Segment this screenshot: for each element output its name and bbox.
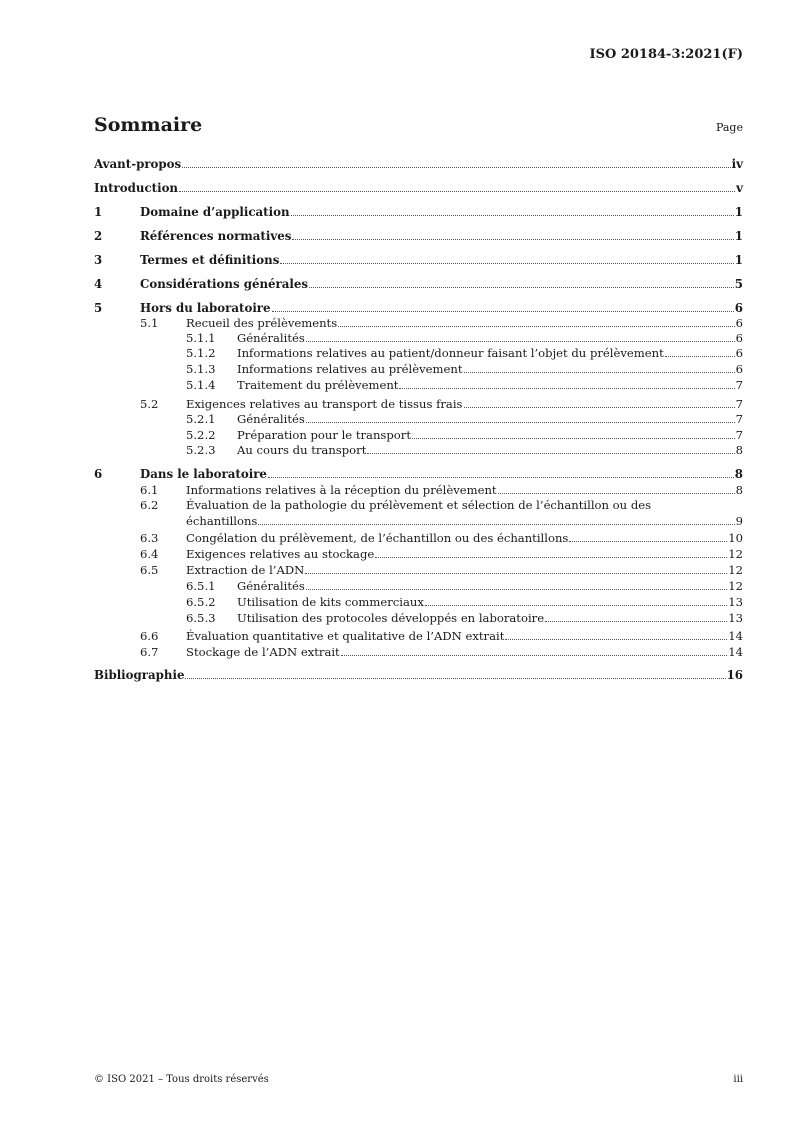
toc-entry-number: 5 bbox=[94, 301, 103, 315]
toc-leader-dots bbox=[412, 437, 735, 439]
toc-entry-title: Informations relatives au patient/donneur faisant l’objet du prélèvement bbox=[237, 346, 664, 360]
toc-entry[interactable] bbox=[94, 378, 743, 392]
toc-entry-title: Introduction bbox=[94, 181, 179, 195]
toc-entry-title: Dans le laboratoire bbox=[140, 467, 267, 481]
toc-entry-page: 10 bbox=[728, 531, 743, 545]
toc-entry-number: 6 bbox=[94, 467, 103, 481]
document-header: ISO 20184-3:2021(F) bbox=[589, 47, 743, 62]
toc-leader-dots bbox=[399, 387, 734, 389]
toc-entry-page: 12 bbox=[728, 579, 743, 593]
toc-entry[interactable] bbox=[94, 467, 743, 481]
toc-entry-title: Bibliographie bbox=[94, 668, 185, 682]
toc-leader-dots bbox=[309, 286, 734, 288]
toc-entry-page: 7 bbox=[735, 428, 743, 442]
toc-entry-title: Généralités bbox=[237, 331, 305, 345]
toc-entry-page: 8 bbox=[734, 467, 743, 481]
toc-entry[interactable] bbox=[94, 629, 743, 643]
toc-entry[interactable] bbox=[94, 668, 743, 682]
toc-entry-page: 7 bbox=[735, 412, 743, 426]
toc-entry-title: Considérations générales bbox=[140, 277, 309, 291]
toc-entry-title: Utilisation de kits commerciaux bbox=[237, 595, 424, 609]
toc-leader-dots bbox=[665, 355, 735, 357]
toc-entry-number: 5.1.4 bbox=[186, 378, 216, 392]
toc-leader-dots bbox=[306, 421, 735, 423]
toc-entry-number: 6.2 bbox=[140, 498, 159, 512]
toc-entry-title: Utilisation des protocoles développés en laboratoire bbox=[237, 611, 545, 625]
toc-entry[interactable] bbox=[94, 611, 743, 625]
toc-entry-title: Hors du laboratoire bbox=[140, 301, 271, 315]
toc-entry[interactable] bbox=[94, 181, 743, 195]
toc-leader-dots bbox=[272, 310, 734, 312]
toc-leader-dots bbox=[268, 476, 734, 478]
toc-entry[interactable] bbox=[94, 331, 743, 345]
toc-entry[interactable] bbox=[94, 443, 743, 457]
toc-leader-dots bbox=[464, 406, 735, 408]
toc-entry[interactable] bbox=[94, 483, 743, 497]
toc-entry-page: 12 bbox=[728, 563, 743, 577]
toc-entry-page: 6 bbox=[735, 331, 743, 345]
toc-entry-title: Congélation du prélèvement, de l’échantillon ou des échantillons bbox=[186, 531, 569, 545]
toc-entry-title: Évaluation quantitative et qualitative de l’ADN extrait bbox=[186, 629, 505, 643]
toc-leader-dots bbox=[425, 604, 727, 606]
toc-leader-dots bbox=[179, 190, 735, 192]
toc-entry[interactable] bbox=[94, 547, 743, 561]
toc-leader-dots bbox=[185, 677, 725, 679]
toc-entry-title: Généralités bbox=[237, 412, 305, 426]
footer-page-number: iii bbox=[733, 1074, 743, 1085]
toc-entry-page: 14 bbox=[728, 645, 743, 659]
toc-entry-number: 6.3 bbox=[140, 531, 159, 545]
toc-leader-dots bbox=[505, 638, 727, 640]
toc-leader-dots bbox=[306, 588, 727, 590]
toc-entry[interactable] bbox=[94, 316, 743, 330]
toc-entry-title: Préparation pour le transport bbox=[237, 428, 411, 442]
toc-leader-dots bbox=[292, 238, 733, 240]
toc-entry-number: 5.2 bbox=[140, 397, 159, 411]
toc-entry-page: v bbox=[736, 181, 743, 195]
title-row bbox=[94, 114, 743, 140]
toc-entry[interactable] bbox=[94, 397, 743, 411]
toc-entry-title: Exigences relatives au stockage bbox=[186, 547, 375, 561]
toc-entry-title: Extraction de l’ADN bbox=[186, 563, 305, 577]
toc-entry-page: 14 bbox=[728, 629, 743, 643]
toc-entry[interactable] bbox=[94, 428, 743, 442]
toc-entry-title: Exigences relatives au transport de tissus frais bbox=[186, 397, 463, 411]
footer-copyright: © ISO 2021 – Tous droits réservés bbox=[94, 1074, 269, 1085]
toc-entry-number: 5.1 bbox=[140, 316, 159, 330]
toc-entry-continuation[interactable] bbox=[94, 514, 743, 528]
toc-entry-number: 1 bbox=[94, 205, 103, 219]
toc-leader-dots bbox=[498, 492, 735, 494]
page-title: Sommaire bbox=[94, 114, 203, 136]
toc-entry-number: 5.1.1 bbox=[186, 331, 216, 345]
toc-entry[interactable] bbox=[94, 412, 743, 426]
toc-entry-title: Généralités bbox=[237, 579, 305, 593]
toc-entry-number: 6.5.1 bbox=[186, 579, 216, 593]
toc-entry-number: 5.2.3 bbox=[186, 443, 216, 457]
toc-entry-page: 1 bbox=[734, 205, 743, 219]
toc-entry-title-continuation: échantillons bbox=[186, 514, 258, 528]
toc-entry-page: 8 bbox=[735, 443, 743, 457]
toc-entry[interactable] bbox=[94, 346, 743, 360]
toc-entry[interactable] bbox=[94, 595, 743, 609]
toc-leader-dots bbox=[375, 556, 727, 558]
toc-entry-page: 8 bbox=[735, 483, 743, 497]
toc-entry[interactable] bbox=[94, 301, 743, 315]
page-column-label: Page bbox=[715, 121, 743, 134]
toc-entry-number: 6.6 bbox=[140, 629, 159, 643]
toc-entry-page: 5 bbox=[734, 277, 743, 291]
toc-entry-page: 7 bbox=[735, 397, 743, 411]
toc-entry-page: 13 bbox=[728, 595, 743, 609]
toc-entry[interactable] bbox=[94, 645, 743, 659]
toc-entry-title: Stockage de l’ADN extrait bbox=[186, 645, 340, 659]
toc-leader-dots bbox=[280, 262, 733, 264]
toc-entry-title: Informations relatives au prélèvement bbox=[237, 362, 463, 376]
toc-entry-number: 5.1.3 bbox=[186, 362, 216, 376]
toc-leader-dots bbox=[306, 340, 735, 342]
toc-entry[interactable] bbox=[94, 205, 743, 219]
toc-entry-number: 2 bbox=[94, 229, 103, 243]
toc-entry-title: Avant-propos bbox=[94, 157, 182, 171]
toc-entry-number: 6.5.2 bbox=[186, 595, 216, 609]
toc-entry-title: Informations relatives à la réception du prélèvement bbox=[186, 483, 497, 497]
toc-entry-page: 12 bbox=[728, 547, 743, 561]
toc-entry-page: 6 bbox=[735, 346, 743, 360]
toc-entry-page: 7 bbox=[735, 378, 743, 392]
toc-entry[interactable] bbox=[94, 253, 743, 267]
toc-entry-title: Domaine d’application bbox=[140, 205, 290, 219]
toc-leader-dots bbox=[464, 371, 735, 373]
toc-entry-title: Termes et définitions bbox=[140, 253, 280, 267]
toc-leader-dots bbox=[545, 620, 727, 622]
toc-leader-dots bbox=[338, 325, 734, 327]
toc-entry-number: 5.2.1 bbox=[186, 412, 216, 426]
toc-leader-dots bbox=[569, 540, 727, 542]
toc-entry-number: 6.7 bbox=[140, 645, 159, 659]
toc-leader-dots bbox=[367, 452, 734, 454]
toc-entry-page: 1 bbox=[734, 229, 743, 243]
toc-entry-title: Traitement du prélèvement bbox=[237, 378, 399, 392]
toc-leader-dots bbox=[182, 166, 730, 168]
toc-entry[interactable] bbox=[94, 229, 743, 243]
toc-entry[interactable] bbox=[94, 531, 743, 545]
toc-leader-dots bbox=[305, 572, 727, 574]
toc-entry-number: 6.4 bbox=[140, 547, 159, 561]
toc-entry-title: Références normatives bbox=[140, 229, 292, 243]
toc-entry-page: 1 bbox=[734, 253, 743, 267]
toc-entry[interactable] bbox=[94, 362, 743, 376]
toc-entry-number: 6.5 bbox=[140, 563, 159, 577]
toc-entry-page: 13 bbox=[728, 611, 743, 625]
toc-entry-number: 3 bbox=[94, 253, 103, 267]
toc-entry-page: 16 bbox=[726, 668, 743, 682]
toc-entry-number: 6.5.3 bbox=[186, 611, 216, 625]
toc-entry[interactable] bbox=[94, 277, 743, 291]
toc-entry-page: 9 bbox=[735, 514, 743, 528]
toc-entry[interactable] bbox=[94, 579, 743, 593]
toc-entry-title: Évaluation de la pathologie du prélèvement et sélection de l’échantillon ou des bbox=[186, 498, 652, 512]
toc-entry-number: 5.1.2 bbox=[186, 346, 216, 360]
toc-leader-dots bbox=[291, 214, 734, 216]
toc-entry-page: 6 bbox=[735, 362, 743, 376]
toc-entry-title: Au cours du transport bbox=[237, 443, 367, 457]
toc-entry-number: 5.2.2 bbox=[186, 428, 216, 442]
toc-entry-title: Recueil des prélèvements bbox=[186, 316, 338, 330]
toc-entry[interactable] bbox=[94, 563, 743, 577]
toc-entry-number: 6.1 bbox=[140, 483, 159, 497]
toc-leader-dots bbox=[258, 523, 734, 525]
toc-entry[interactable] bbox=[94, 157, 743, 171]
toc-entry-page: 6 bbox=[735, 316, 743, 330]
toc-entry-page: iv bbox=[731, 157, 743, 171]
toc-entry-number: 4 bbox=[94, 277, 103, 291]
toc-leader-dots bbox=[341, 654, 728, 656]
toc-entry-page: 6 bbox=[734, 301, 743, 315]
toc-entry[interactable] bbox=[94, 498, 743, 512]
